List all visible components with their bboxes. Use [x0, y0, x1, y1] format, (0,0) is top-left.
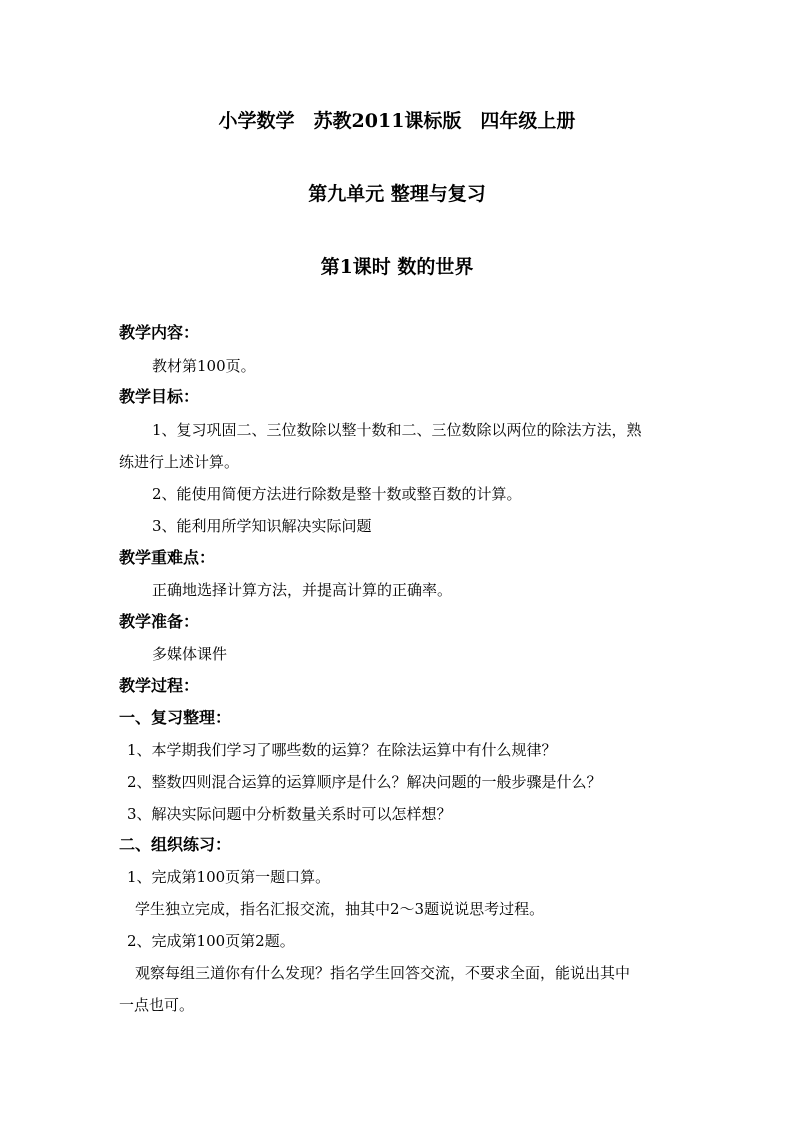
preparation-heading: 教学准备： [119, 612, 200, 631]
teaching-content-text: 教材第100页。 [152, 357, 256, 375]
practice-2-note-line-1: 观察每组三道你有什么发现？指名学生回答交流，不要求全面，能说出其中 [135, 964, 631, 982]
goal-3: 3、能利用所学知识解决实际问题 [152, 517, 372, 535]
document-title: 小学数学 苏教2011课标版 四年级上册 [218, 110, 576, 132]
practice-2-note-line-2: 一点也可。 [119, 996, 195, 1014]
key-points-text: 正确地选择计算方法，并提高计算的正确率。 [152, 581, 453, 599]
goal-1-line-1: 1、复习巩固二、三位数除以整十数和二、三位数除以两位的除法方法，熟 [152, 421, 642, 439]
preparation-text: 多媒体课件 [152, 645, 228, 663]
unit-title: 第九单元 整理与复习 [308, 183, 486, 205]
teaching-goals-heading: 教学目标： [119, 387, 200, 406]
goal-2: 2、能使用简便方法进行除数是整十数或整百数的计算。 [152, 485, 522, 503]
practice-1: 1、完成第100页第一题口算。 [127, 868, 331, 886]
lesson-title: 第1课时 数的世界 [320, 256, 474, 278]
practice-heading: 二、组织练习： [119, 835, 232, 854]
review-question-3: 3、解决实际问题中分析数量关系时可以怎样想？ [127, 805, 452, 823]
key-points-heading: 教学重难点： [119, 548, 216, 567]
practice-2: 2、完成第100页第2题。 [127, 932, 295, 950]
practice-1-note: 学生独立完成，指名汇报交流，抽其中2～3题说说思考过程。 [135, 900, 545, 918]
process-heading: 教学过程： [119, 676, 200, 695]
goal-1-line-2: 练进行上述计算。 [119, 453, 240, 471]
teaching-content-heading: 教学内容： [119, 323, 200, 342]
review-heading: 一、复习整理： [119, 708, 232, 727]
review-question-2: 2、整数四则混合运算的运算顺序是什么？解决问题的一般步骤是什么？ [127, 773, 602, 791]
review-question-1: 1、本学期我们学习了哪些数的运算？在除法运算中有什么规律？ [127, 741, 557, 759]
